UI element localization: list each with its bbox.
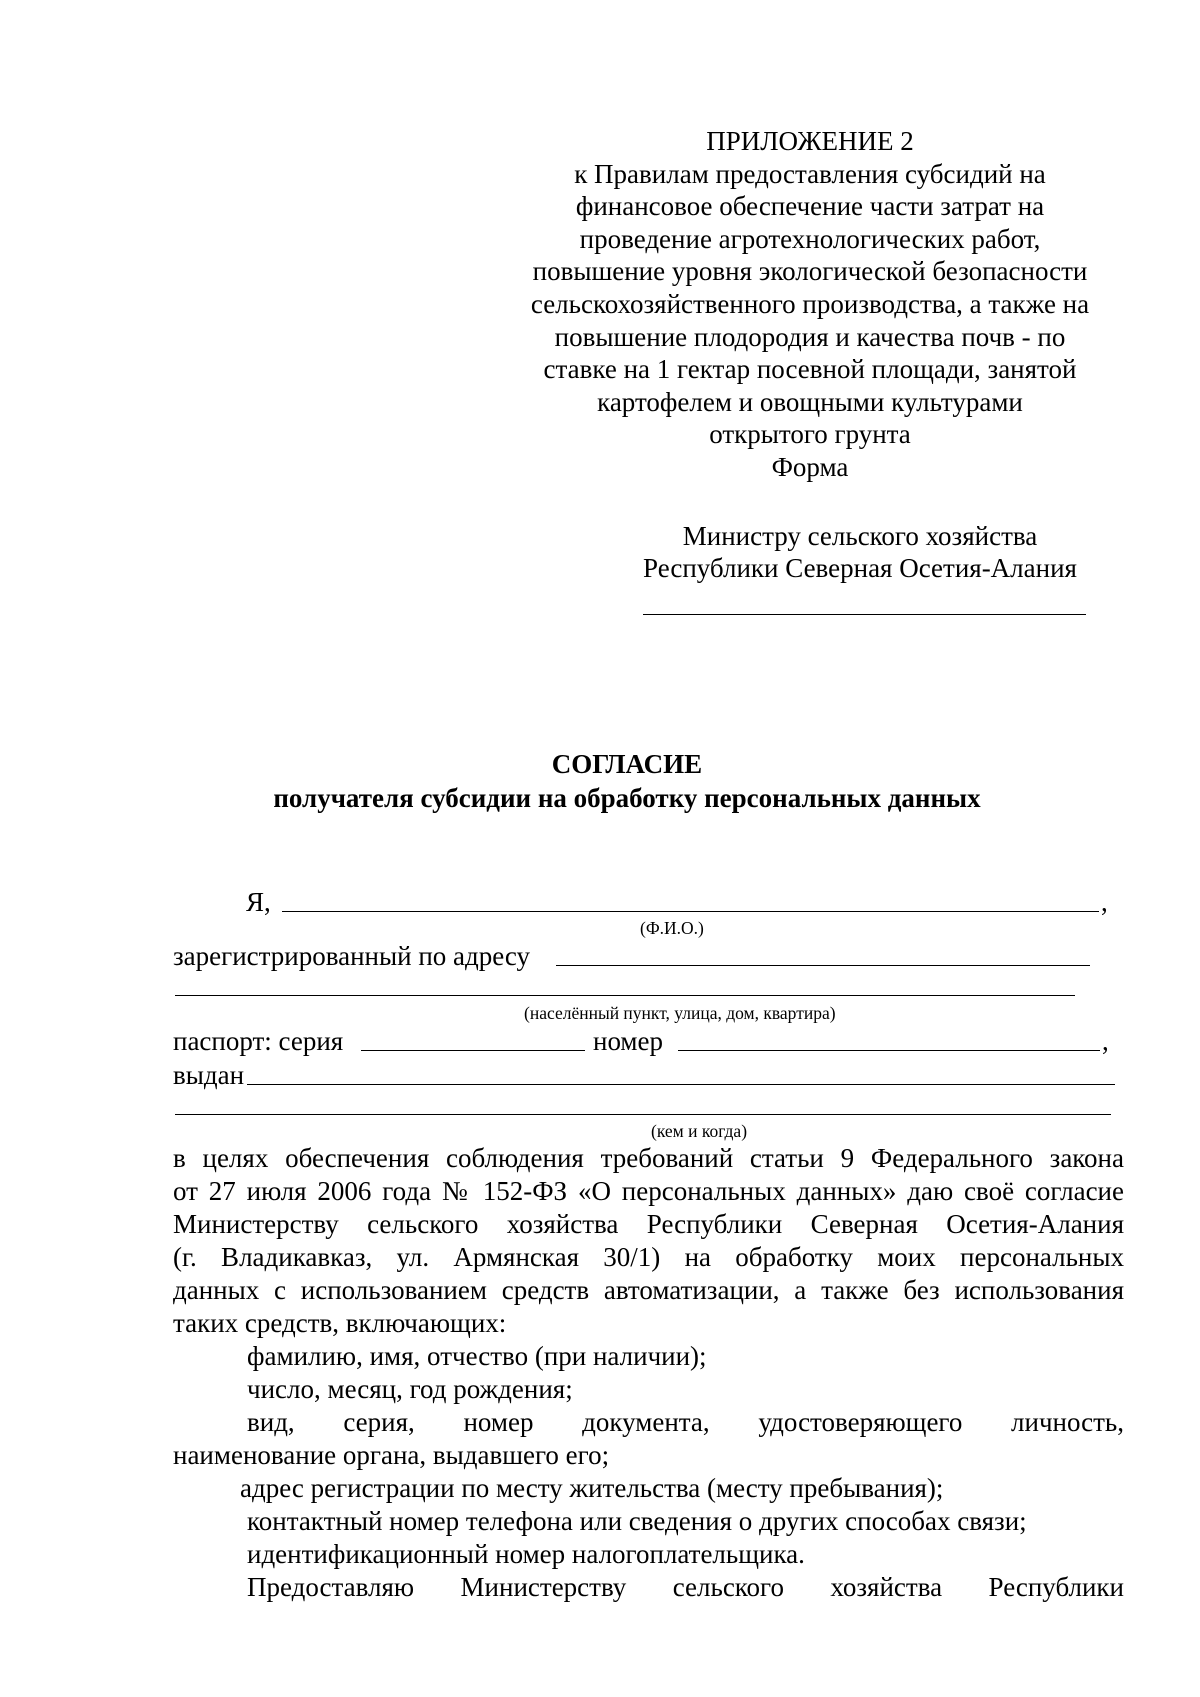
annex-header	[500, 125, 1120, 484]
address-blank[interactable]	[556, 965, 1090, 966]
registered-label: зарегистрированный по адресу	[173, 941, 531, 971]
body-line: Предоставляю Министерству сельского хозяйства Республики	[247, 1572, 1124, 1602]
annex-line: картофелем и овощными культурами	[597, 386, 1023, 417]
annex-line: ставке на 1 гектар посевной площади, занятой	[543, 354, 1077, 385]
annex-line: к Правилам предоставления субсидий на	[574, 158, 1046, 189]
list-item-continuation: наименование органа, выдавшего его;	[173, 1440, 610, 1470]
address-caption: (населённый пункт, улица, дом, квартира)	[524, 1003, 836, 1023]
annex-line: проведение агротехнологических работ,	[579, 223, 1041, 254]
ya-label: Я,	[246, 887, 271, 917]
passport-comma: ,	[1102, 1026, 1109, 1056]
list-item: адрес регистрации по месту жительства (месту пребывания);	[240, 1473, 944, 1503]
annex-title: ПРИЛОЖЕНИЕ 2	[706, 126, 914, 156]
passport-number-blank[interactable]	[678, 1050, 1100, 1051]
addressee-line-2: Республики Северная Осетия-Алания	[643, 553, 1077, 583]
body-line: в целях обеспечения соблюдения требований статьи 9 Федерального закона	[173, 1143, 1124, 1173]
address-blank-2[interactable]	[175, 995, 1075, 996]
passport-number-label: номер	[593, 1026, 664, 1056]
issued-label: выдан	[173, 1060, 245, 1090]
fio-blank[interactable]	[282, 911, 1099, 912]
form-label: Форма	[771, 451, 849, 482]
fio-caption: (Ф.И.О.)	[640, 918, 704, 938]
document-title: СОГЛАСИЕ	[551, 749, 703, 779]
list-item: контактный номер телефона или сведения о других способах связи;	[247, 1506, 1027, 1536]
list-item: число, месяц, год рождения;	[247, 1374, 573, 1404]
list-item: вид, серия, номер документа, удостоверяющего личность,	[247, 1407, 1124, 1437]
list-item: идентификационный номер налогоплательщика.	[247, 1539, 805, 1569]
body-line: таких средств, включающих:	[173, 1308, 507, 1338]
addressee-name-blank[interactable]	[643, 614, 1086, 615]
passport-series-blank[interactable]	[361, 1050, 585, 1051]
body-line: от 27 июля 2006 года № 152-ФЗ «О персональных данных» даю своё согласие	[173, 1176, 1124, 1206]
passport-series-label: паспорт: серия	[173, 1026, 344, 1056]
body-line: Министерству сельского хозяйства Республики Северная Осетия-Алания	[173, 1209, 1124, 1239]
body-line: (г. Владикавказ, ул. Армянская 30/1) на обработку моих персональных	[173, 1242, 1124, 1272]
document-subtitle: получателя субсидии на обработку персональных данных	[273, 783, 981, 813]
fio-comma: ,	[1101, 887, 1108, 917]
issued-blank[interactable]	[247, 1084, 1115, 1085]
annex-line: повышение плодородия и качества почв - по	[554, 321, 1066, 352]
annex-line: повышение уровня экологической безопасности	[532, 256, 1088, 287]
annex-line: открытого грунта	[709, 419, 911, 450]
issued-blank-2[interactable]	[175, 1114, 1111, 1115]
annex-line: финансовое обеспечение части затрат на	[575, 191, 1045, 222]
list-item: фамилию, имя, отчество (при наличии);	[247, 1341, 707, 1371]
body-line: данных с использованием средств автоматизации, а также без использования	[173, 1275, 1124, 1305]
issued-caption: (кем и когда)	[651, 1121, 748, 1141]
annex-line: сельскохозяйственного производства, а также на	[530, 288, 1090, 319]
addressee-line-1: Министру сельского хозяйства	[682, 521, 1038, 551]
